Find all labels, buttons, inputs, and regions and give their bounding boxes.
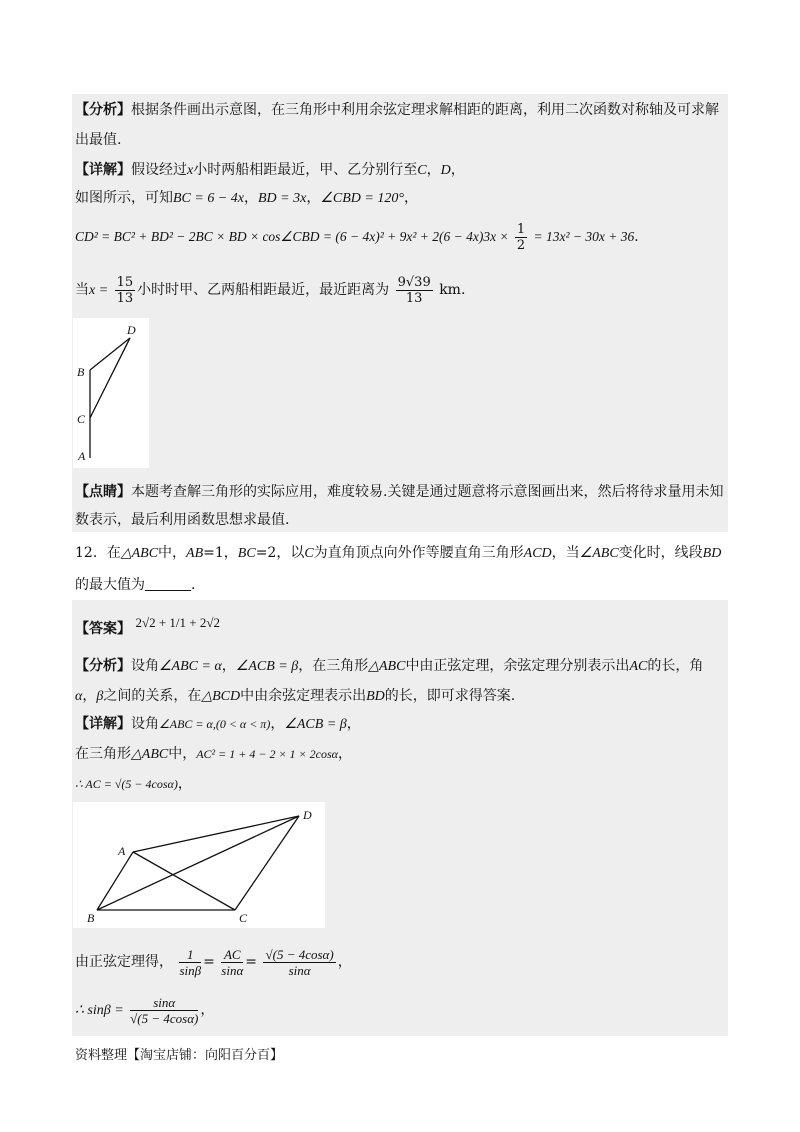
point-label-a2: A [118,844,126,858]
point-label-b: B [77,365,85,379]
detail-12-line-5: ∴ sinβ = $\frac{\sin\alpha}{√(5 - 4\cos\alpha)}$ ， [75,994,215,1026]
detail-12-line-3: ∴ AC = √(5 − 4cosα)， [75,776,192,792]
fraction-1-over-sinb: $\frac{1}{\sin\beta}$ [179,946,202,978]
answer-value: 2√2 + 1/1 + 2√2 [135,615,220,630]
point-label-a: A [78,449,86,463]
answer-tag: 【答案】 [75,621,131,637]
fraction-sinb: $\frac{\sin\alpha}{√(5 - 4\cos\alpha)}$ [130,994,199,1026]
detail-12-line-2: 在三角形△ABC中，AC² = 1 + 4 − 2 × 1 × 2cosα， [75,746,352,762]
detail-band [72,154,728,532]
fraction-x-value: $\frac{15}{13}$ [116,274,134,306]
question-12-line-2: 的最大值为 . [75,577,196,593]
question-12-line-1: 12．在△ABC中，AB=1，BC=2，以C为直角顶点向外作等腰直角三角形ACD，当∠ABC变化时，线段BD [75,545,722,561]
fraction-root-over-sina: $\frac{√(5 - 4\cos\alpha)}{\sin\alpha}$ [265,946,334,978]
point-label-c2: C [239,911,248,925]
comment-line-2: 数表示，最后利用函数思想求最值. [75,512,290,528]
analysis-line-1: 【分析】根据条件画出示意图，在三角形中利用余弦定理求解相距的距离，利用二次函数对称轴及可求解 [75,102,719,118]
analysis-tag: 【分析】 [75,102,131,118]
analysis-12-line-1: 【分析】设角∠ABC = α，∠ACB = β，在三角形△ABC中由正弦定理，余弦定理分别表示出AC的长，角 [75,658,704,674]
analysis-line-2: 出最值. [75,132,122,148]
point-label-d: D [127,323,136,337]
detail-line-1: 【详解】假设经过x小时两船相距最近，甲、乙分别行至C，D， [75,162,465,178]
fraction-half: $\frac{1}{2}$ [516,222,526,253]
detail-line-4: 当x = $\frac{15}{13}$ 小时时甲、乙两船相距最近，最近距离为 $\frac{9√39}{13}$ km. [75,274,466,306]
detail-12-tag: 【详解】 [75,716,131,732]
answer-blank [145,576,191,591]
cosine-law-equation: CD² = BC² + BD² − 2BC × BD × cos∠CBD = (6 − 4x)² + 9x² + 2(6 − 4x)3x × [75,229,509,244]
analysis-12-line-2: α，β之间的关系，在△BCD中由余弦定理表示出BD的长，即可求得答案. [75,688,516,704]
answer-line [75,610,220,642]
comment-tag: 【点睛】 [75,484,131,500]
footer-source: 资料整理【淘宝店铺：向阳百分百】 [75,1048,284,1063]
detail-line-3: CD² = BC² + BD² − 2BC × BD × cos∠CBD = (6 − 4x)² + 9x² + 2(6 − 4x)3x × $\frac{1}{2}$ = 13x² − 30x + 36. [75,222,639,253]
detail-12-line-4: 由正弦定理得， $\frac{1}{\sin\beta}$ = $\frac{AC}{\sin\alpha}$ = $\frac{√(5 - 4\cos\alpha)}{\sin\alpha}$ ， [75,946,352,978]
fraction-ac-over-sina: $\frac{AC}{\sin\alpha}$ [221,946,244,978]
point-label-c: C [77,412,86,426]
analysis-12-tag: 【分析】 [75,658,131,674]
ship-diagram [73,318,149,468]
detail-12-line-1: 【详解】设角∠ABC = α,(0 < α < π)，∠ACB = β， [75,716,361,732]
point-label-b2: B [87,911,95,925]
comment-line-1: 【点睛】本题考查解三角形的实际应用，难度较易.关键是通过题意将示意图画出来，然后将待求量用未知 [75,484,724,500]
quadrilateral-diagram [73,802,325,928]
detail-tag: 【详解】 [75,162,131,178]
point-label-d2: D [303,808,312,822]
detail-line-2: 如图所示，可知BC = 6 − 4x，BD = 3x，∠CBD = 120°， [75,190,418,206]
fraction-min-distance: $\frac{9√39}{13}$ [397,274,431,306]
